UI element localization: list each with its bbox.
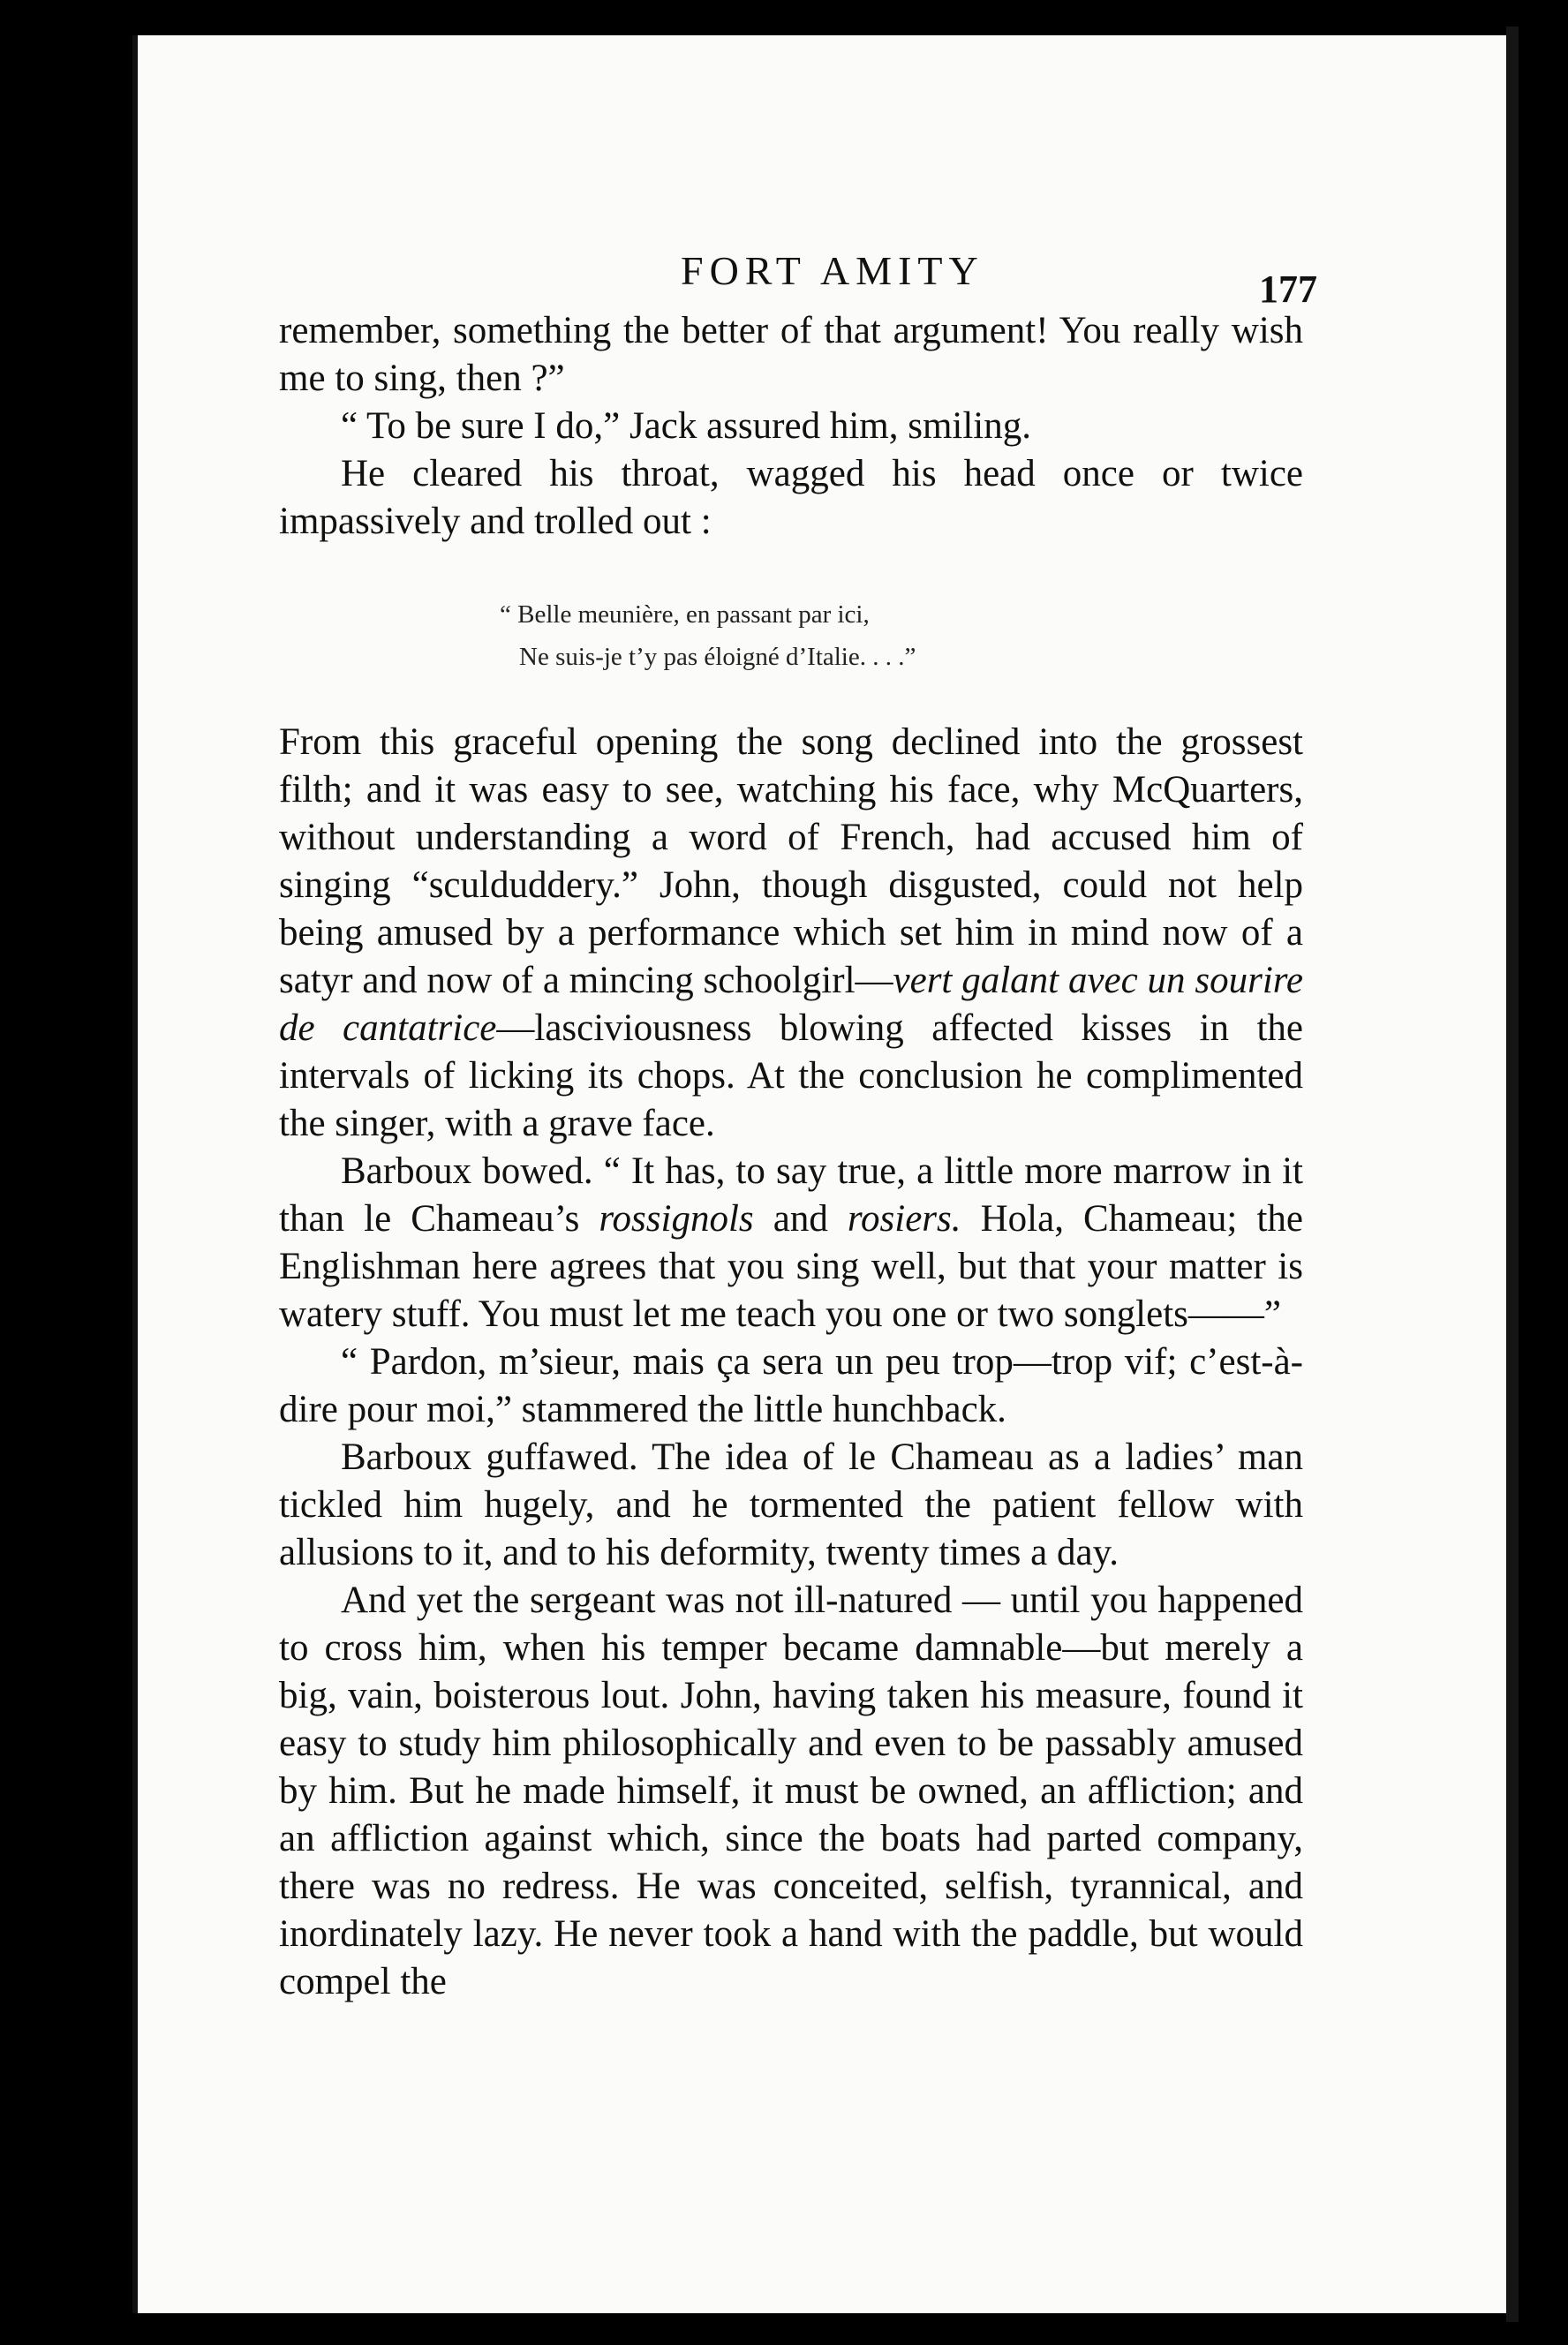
italic-word: rosiers. — [847, 1198, 961, 1240]
paragraph: And yet the sergeant was not ill-natured — until you happened to cross him, when his temper became damnable—but merely a big, vain, boisterous lout. John, having taken his measure, found it easy to study him philosophically and even to be passably amused by him. But he made himself, it must be owned, an affliction; and an affliction against which, since the boats had parted company, there was no redress. He was conceited, selfish, tyrannical, and inordinately lazy. He never took a hand with the paddle, but would compel the — [279, 1580, 1303, 2002]
verse-line: “ Belle meunière, en passant par ici, — [500, 600, 870, 629]
verse-line: Ne suis-je t’y pas éloigné d’Italie. . . .” — [519, 643, 916, 671]
running-title: FORT AMITY — [681, 248, 984, 293]
paragraph: Barboux guffawed. The idea of le Chameau as a ladies’ man tickled him hugely, and he tormented the patient fellow with allusions to it, and to his deformity, twenty times a day. — [279, 1436, 1303, 1573]
page-right-edge — [1506, 26, 1519, 2322]
paragraph: He cleared his throat, wagged his head once or twice impassively and trolled out : — [279, 453, 1303, 542]
paragraph-text: From this graceful opening the song declined into the grossest filth; and it was easy to see, watching his face, why McQuarters, without understanding a word of French, had accused him of singing “sculduddery.” John, though disgusted, could not help being amused by a performance which set him in mind now of a satyr and now of a mincing schoolgirl— — [279, 721, 1303, 1001]
facing-page-edge — [0, 0, 132, 2345]
paragraph — [279, 1148, 1303, 1338]
paragraph-text: —lasciviousness blowing affected kisses in the intervals of licking its chops. At the conclusion he complimented the singer, with a grave face. — [279, 1007, 1303, 1144]
body-text — [279, 307, 1303, 2006]
paragraph — [279, 719, 1303, 1148]
paragraph-text: Hola, Chameau; the Englishman here agrees that you sing well, but that your matter is watery stuff. You must let me teach you one or two songlets——” — [279, 1198, 1303, 1335]
paragraph-text: and — [753, 1198, 848, 1240]
paragraph: “ Pardon, m’sieur, mais ça sera un peu trop—trop vif; c’est-à-dire pour moi,” stammered the little hunchback. — [279, 1341, 1303, 1430]
italic-phrase: vert galant avec un sourire de cantatrice — [279, 960, 1303, 1049]
paragraph-text: Barboux bowed. “ It has, to say true, a little more marrow in it than le Chameau’s — [279, 1150, 1303, 1240]
page-header — [138, 212, 1510, 311]
book-page — [132, 35, 1510, 2313]
paragraph: remember, something the better of that argument! You really wish me to sing, then ?” — [279, 310, 1303, 399]
song-verse — [500, 593, 1303, 678]
italic-word: rossignols — [599, 1198, 754, 1240]
page-number: 177 — [1259, 268, 1317, 311]
paragraph: “ To be sure I do,” Jack assured him, smiling. — [341, 405, 1031, 447]
